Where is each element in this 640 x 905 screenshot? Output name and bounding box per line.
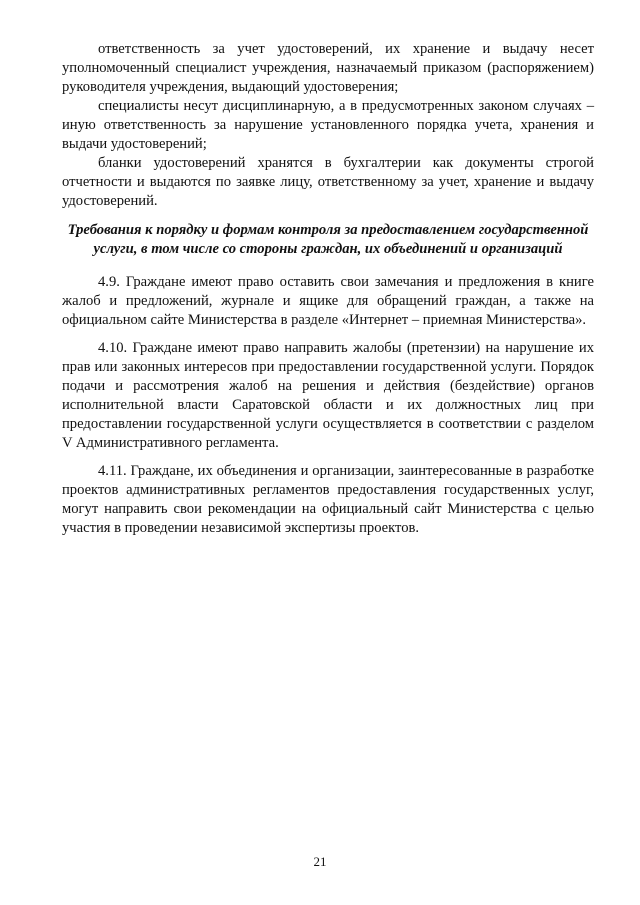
paragraph-4-11: 4.11. Граждане, их объединения и организации, заинтересованные в разработке проектов административных регламентов предоставления государственных услуг, могут направить свои рекомендации на официальный сайт Министерства с целью участия в проведении независимой экспертизы проектов. xyxy=(62,463,594,536)
section-heading: Требования к порядку и формам контроля за предоставлением государственной услуги, в том числе со стороны граждан, их объединений и организаций xyxy=(67,222,589,257)
page-number: 21 xyxy=(313,854,327,869)
paragraph-4-10: 4.10. Граждане имеют право направить жалобы (претензии) на нарушение их прав или законных интересов при предоставлении государственной услуги. Порядок подачи и рассмотрения жалоб на решения и действия (бездействие) органов исполнительной власти Саратовской области и их должностных лиц при предоставлении государственной услуги осуществляется в соответствии с разделом V Административного регламента. xyxy=(62,340,594,451)
paragraph-4-9: 4.9. Граждане имеют право оставить свои замечания и предложения в книге жалоб и предложений, журнале и ящике для обращений граждан, а также на официальном сайте Министерства в разделе «Интернет – приемная Министерства». xyxy=(62,274,594,328)
document-page xyxy=(62,40,594,538)
paragraph-responsibility-accounting: ответственность за учет удостоверений, их хранение и выдачу несет уполномоченный специалист учреждения, назначаемый приказом (распоряжением) руководителя учреждения, выдающий удостоверения; xyxy=(62,41,594,95)
paragraph-blank-storage: бланки удостоверений хранятся в бухгалтерии как документы строгой отчетности и выдаются по заявке лицу, ответственному за учет, хранение и выдачу удостоверений. xyxy=(62,155,594,209)
paragraph-disciplinary-responsibility: специалисты несут дисциплинарную, а в предусмотренных законом случаях – иную ответственность за нарушение установленного порядка учета, хранения и выдачи удостоверений; xyxy=(62,98,594,152)
